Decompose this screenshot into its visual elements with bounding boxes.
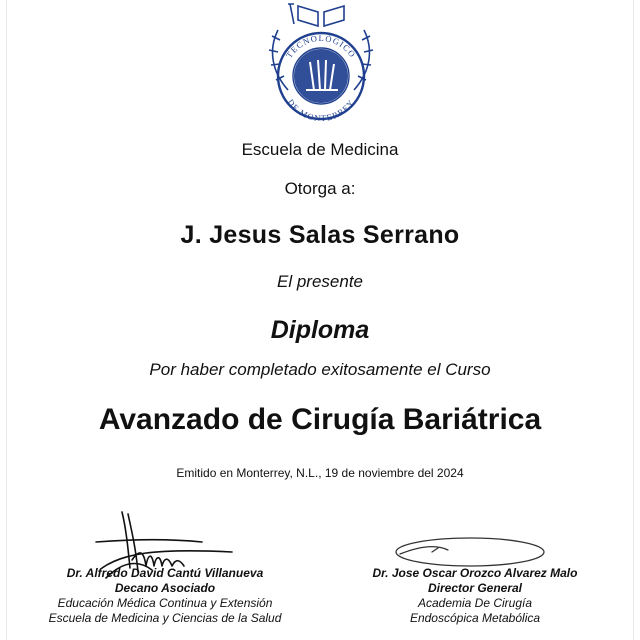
signatory-unit: Endoscópica Metabólica xyxy=(409,611,541,625)
recipient-name: J. Jesus Salas Serrano xyxy=(180,221,460,249)
award-reason: Por haber completado exitosamente el Curso xyxy=(149,360,491,379)
signatory-title: Decano Asociado xyxy=(114,581,216,595)
svg-text:TECNOLÓGICO: TECNOLÓGICO xyxy=(283,32,359,60)
signatory-name: Dr. Jose Oscar Orozco Alvarez Malo xyxy=(372,566,578,580)
present-label: El presente xyxy=(277,272,363,291)
signatory-right xyxy=(330,566,620,626)
svg-text:DE MONTERREY: DE MONTERREY xyxy=(285,97,357,122)
signatory-name: Dr. Alfredo David Cantú Villanueva xyxy=(66,566,264,580)
institution-seal-icon xyxy=(258,0,384,122)
document-type: Diploma xyxy=(270,316,370,344)
issue-statement: Emitido en Monterrey, N.L., 19 de noviembre del 2024 xyxy=(176,466,464,480)
signatory-title: Director General xyxy=(427,581,523,595)
school-name: Escuela de Medicina xyxy=(241,140,399,159)
course-name: Avanzado de Cirugía Bariátrica xyxy=(98,403,542,436)
signatory-left xyxy=(20,566,310,626)
signatory-unit: Escuela de Medicina y Ciencias de la Salud xyxy=(48,611,282,625)
signatory-unit: Academia De Cirugía xyxy=(417,596,533,610)
signatory-unit: Educación Médica Continua y Extensión xyxy=(57,596,273,610)
grants-label: Otorga a: xyxy=(284,179,356,198)
